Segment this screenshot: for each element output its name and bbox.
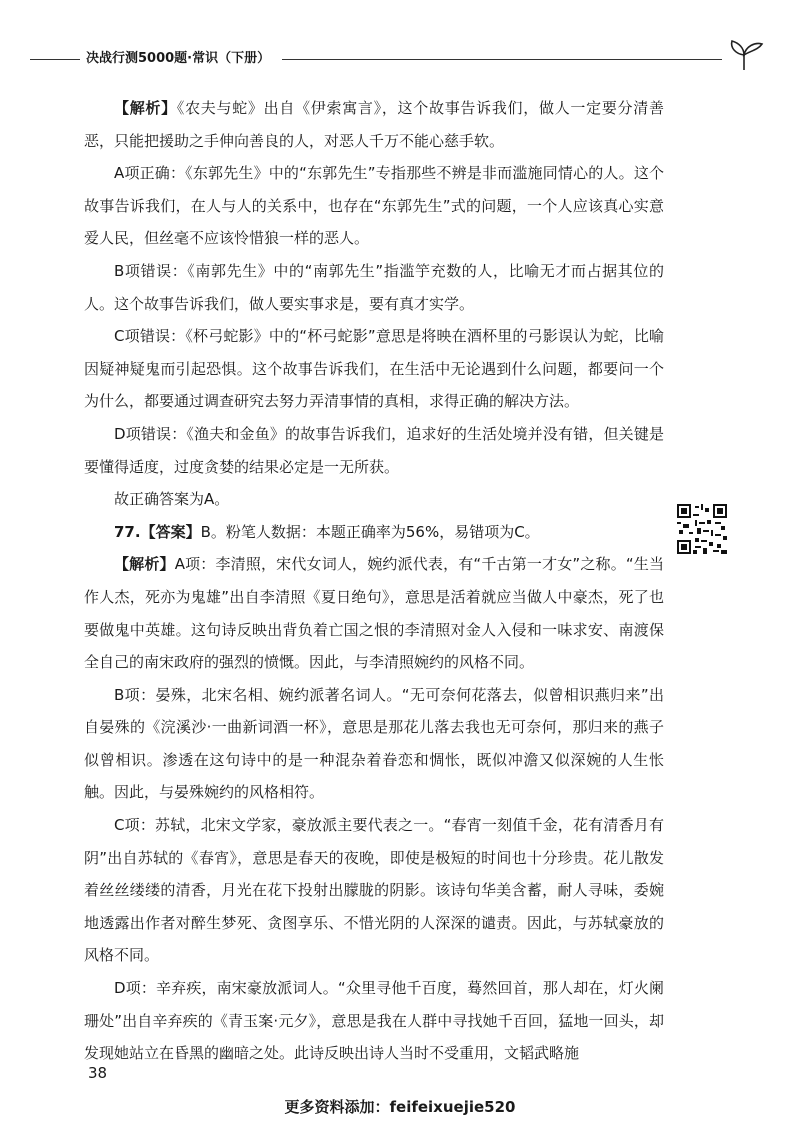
question-77-answer bbox=[84, 516, 664, 549]
paragraph-text: C项错误：《杯弓蛇影》中的“杯弓蛇影”意思是将映在酒杯里的弓影误认为蛇，比喻因疑神疑鬼而引起恐惧。这个故事告诉我们，在生活中无论遇到什么问题，都要问一个为什么，都要通过调查研究去努力弄清事情的真相，求得正确的解决方法。 bbox=[84, 327, 664, 411]
option-c-analysis bbox=[84, 809, 664, 972]
question-77-analysis bbox=[84, 548, 664, 678]
section-label: 77.【答案】 bbox=[114, 522, 201, 541]
paragraph-text: A项：李清照，宋代女词人，婉约派代表，有“千古第一才女”之称。“生当作人杰，死亦为鬼雄”出自李清照《夏日绝句》，意思是活着就应当做人中豪杰，死了也要做鬼中英雄。这句诗反映出背负着亡国之恨的李清照对金人入侵和一味求安、南渡保全自己的南宋政府的强烈的愤慨。因此，与李清照婉约的风格不同。 bbox=[84, 555, 664, 672]
paragraph-text: C项：苏轼，北宋文学家，豪放派主要代表之一。“春宵一刻值千金，花有清香月有阴”出自苏轼的《春宵》，意思是春天的夜晚，即使是极短的时间也十分珍贵。花儿散发着丝丝缕缕的清香，月光在花下投射出朦胧的阴影。该诗句华美含蓄，耐人寻味，委婉地透露出作者对醉生梦死、贪图享乐、不惜光阴的人深深的谴责。因此，与苏轼豪放的风格不同。 bbox=[84, 816, 664, 965]
paragraph-text: B项：晏殊，北宋名相、婉约派著名词人。“无可奈何花落去，似曾相识燕归来”出自晏殊的《浣溪沙·一曲新词酒一杯》，意思是那花儿落去我也无可奈何，那归来的燕子似曾相识。渗透在这句诗中的是一种混杂着眷恋和惆怅，既似冲澹又似深婉的人生怅触。因此，与晏殊婉约的风格相符。 bbox=[84, 685, 664, 802]
option-c-paragraph bbox=[84, 320, 664, 418]
header-title: 决战行测5000题·常识（下册） bbox=[86, 51, 271, 66]
paragraph-text: 《农夫与蛇》出自《伊索寓言》，这个故事告诉我们，做人一定要分清善恶，只能把援助之手伸向善良的人，对恶人千万不能心慈手软。 bbox=[84, 99, 664, 150]
option-a-paragraph bbox=[84, 157, 664, 255]
paragraph-text: B。粉笔人数据：本题正确率为56%，易错项为C。 bbox=[200, 522, 540, 541]
qr-code-icon[interactable] bbox=[677, 504, 727, 554]
answer-conclusion bbox=[84, 483, 664, 516]
page-number: 38 bbox=[88, 1064, 108, 1082]
analysis-paragraph bbox=[84, 92, 664, 157]
option-d-analysis bbox=[84, 972, 664, 1070]
page-content bbox=[84, 92, 664, 1070]
running-header bbox=[30, 44, 770, 74]
footer-note: 更多资料添加：feifeixuejie520 bbox=[284, 1098, 516, 1116]
option-b-analysis bbox=[84, 679, 664, 809]
paragraph-text: D项错误：《渔夫和金鱼》的故事告诉我们，追求好的生活处境并没有错，但关键是要懂得适度，过度贪婪的结果必定是一无所获。 bbox=[84, 424, 664, 476]
paragraph-text: A项正确：《东郭先生》中的“东郭先生”专指那些不辨是非而滥施同情心的人。这个故事告诉我们，在人与人的关系中，也存在“东郭先生”式的问题，一个人应该真心实意爱人民，但丝毫不应该怜惜狼一样的恶人。 bbox=[84, 164, 664, 248]
header-rule-left bbox=[30, 59, 80, 60]
option-d-paragraph bbox=[84, 418, 664, 483]
paragraph-text: B项错误：《南郭先生》中的“南郭先生”指滥竽充数的人，比喻无才而占据其位的人。这个故事告诉我们，做人要实事求是，要有真才实学。 bbox=[84, 261, 664, 313]
paragraph-text: 故正确答案为A。 bbox=[114, 490, 230, 509]
sprout-icon bbox=[722, 38, 766, 72]
option-b-paragraph bbox=[84, 255, 664, 320]
paragraph-text: D项：辛弃疾，南宋豪放派词人。“众里寻他千百度，蓦然回首，那人却在，灯火阑珊处”出自辛弃疾的《青玉案·元夕》，意思是我在人群中寻找她千百回，猛地一回头，却发现她站立在昏黑的幽暗之处。此诗反映出诗人当时不受重用，文韬武略施 bbox=[84, 979, 664, 1063]
section-label: 【解析】 bbox=[114, 99, 177, 117]
section-label: 【解析】 bbox=[114, 555, 175, 574]
header-rule-right bbox=[282, 59, 722, 60]
